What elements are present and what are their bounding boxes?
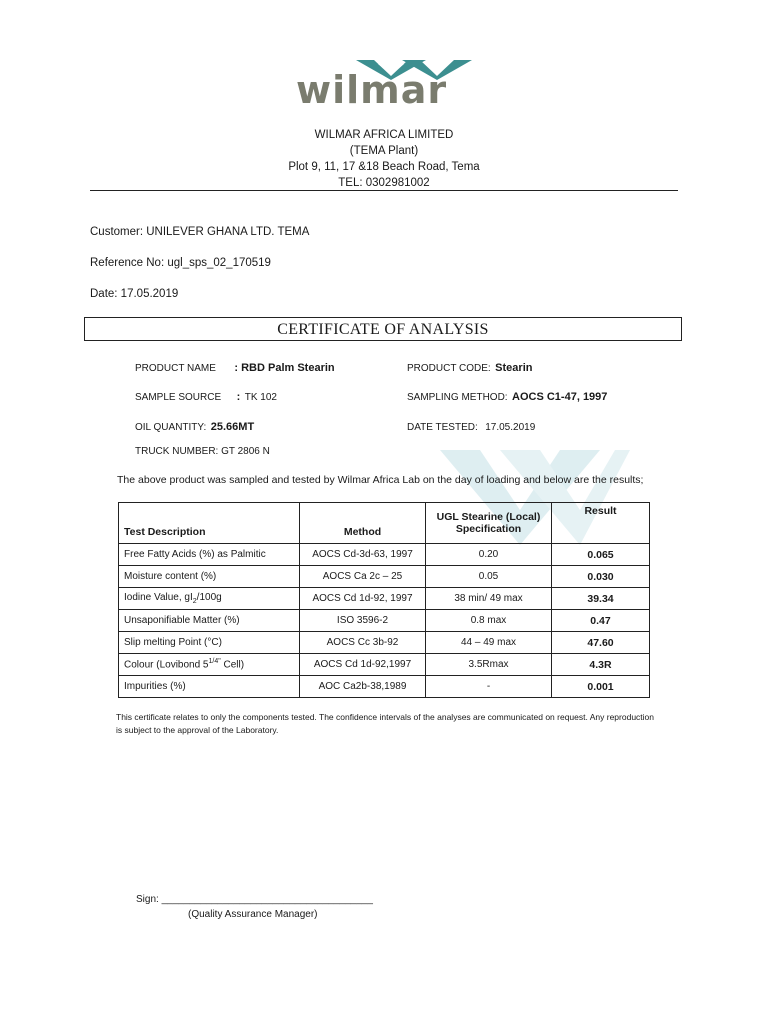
table-row xyxy=(119,610,650,632)
wilmar-logo xyxy=(296,58,476,112)
sample-source-label: SAMPLE SOURCE xyxy=(135,392,222,403)
row-description: Free Fatty Acids (%) as Palmitic xyxy=(119,544,300,566)
row-result: 0.001 xyxy=(552,676,650,698)
row-description-main: Colour (Lovibond 5 xyxy=(124,659,209,671)
product-name-value: : RBD Palm Stearin xyxy=(234,362,335,374)
row-description-sub: 2 xyxy=(192,598,197,605)
row-spec: 0.8 max xyxy=(426,610,552,632)
company-plant: (TEMA Plant) xyxy=(349,145,419,157)
row-method: AOCS Cd-3d-63, 1997 xyxy=(300,544,426,566)
signatory-title: (Quality Assurance Manager) xyxy=(188,909,318,920)
row-method: AOCS Ca 2c – 25 xyxy=(300,566,426,588)
logo-wordmark: wilmar xyxy=(296,68,448,112)
row-description: Impurities (%) xyxy=(119,676,300,698)
oil-quantity-label: OIL QUANTITY: xyxy=(135,422,207,433)
signature-line: Sign: ______________________________________ xyxy=(136,894,373,905)
sample-source-value: TK 102 xyxy=(244,392,277,403)
row-result: 0.030 xyxy=(552,566,650,588)
product-name-label: PRODUCT NAME xyxy=(135,363,216,374)
row-method: AOCS Cd 1d-92,1997 xyxy=(300,654,426,676)
row-description xyxy=(119,588,300,610)
results-table xyxy=(118,502,650,698)
product-code-field xyxy=(407,358,532,376)
row-result: 4.3R xyxy=(552,654,650,676)
table-row xyxy=(119,632,650,654)
row-result: 0.47 xyxy=(552,610,650,632)
company-address: Plot 9, 11, 17 &18 Beach Road, Tema xyxy=(288,161,480,173)
row-description: Unsaponifiable Matter (%) xyxy=(119,610,300,632)
truck-number: TRUCK NUMBER: GT 2806 N xyxy=(135,446,270,457)
row-spec: 38 min/ 49 max xyxy=(426,588,552,610)
row-description-sup: 1/4" xyxy=(208,658,221,666)
row-spec: 0.05 xyxy=(426,566,552,588)
row-description: Slip melting Point (°C) xyxy=(119,632,300,654)
oil-quantity-value: 25.66MT xyxy=(210,421,255,433)
row-spec: - xyxy=(426,676,552,698)
row-description-main: Iodine Value, gI xyxy=(124,592,193,603)
product-code-value: Stearin xyxy=(495,362,533,374)
date-line: Date: 17.05.2019 xyxy=(90,288,179,300)
header-specification xyxy=(426,503,552,544)
header-spec-line2: Specification xyxy=(455,523,522,535)
table-row xyxy=(119,654,650,676)
sampling-method-value: AOCS C1-47, 1997 xyxy=(512,391,608,403)
row-method: ISO 3596-2 xyxy=(300,610,426,632)
row-result: 47.60 xyxy=(552,632,650,654)
row-description-tail: /100g xyxy=(196,592,222,603)
row-method: AOC Ca2b-38,1989 xyxy=(300,676,426,698)
date-tested-value: 17.05.2019 xyxy=(485,422,536,433)
header-method: Method xyxy=(300,503,426,544)
table-row xyxy=(119,676,650,698)
table-row xyxy=(119,588,650,610)
disclaimer-text: This certificate relates to only the components tested. The confidence intervals of the analyses are communicated on request. Any reproduction is subject to the approval of the Laboratory. xyxy=(116,712,655,735)
table-row xyxy=(119,544,650,566)
row-spec: 3.5Rmax xyxy=(426,654,552,676)
reference-line: Reference No: ugl_sps_02_170519 xyxy=(90,257,271,269)
row-result: 39.34 xyxy=(552,588,650,610)
row-method: AOCS Cc 3b-92 xyxy=(300,632,426,654)
row-spec: 0.20 xyxy=(426,544,552,566)
sampling-method-label: SAMPLING METHOD: xyxy=(407,392,508,403)
table-header-row xyxy=(119,503,650,544)
header-spec-line1: UGL Stearine (Local) xyxy=(436,511,541,523)
company-tel: TEL: 0302981002 xyxy=(338,177,430,189)
row-description-tail: Cell) xyxy=(220,659,245,671)
oil-quantity-field xyxy=(135,417,254,435)
product-name-field xyxy=(135,358,335,376)
sample-source-field xyxy=(135,387,277,405)
header-test-description: Test Description xyxy=(119,503,300,544)
header-result: Result xyxy=(552,503,650,544)
sample-source-colon: : xyxy=(236,391,241,403)
row-spec: 44 – 49 max xyxy=(426,632,552,654)
product-code-label: PRODUCT CODE: xyxy=(407,363,491,374)
row-description xyxy=(119,654,300,676)
customer-line: Customer: UNILEVER GHANA LTD. TEMA xyxy=(90,226,310,238)
company-name: WILMAR AFRICA LIMITED xyxy=(314,129,454,141)
row-description: Moisture content (%) xyxy=(119,566,300,588)
table-row xyxy=(119,566,650,588)
sampling-method-field xyxy=(407,387,607,405)
row-result: 0.065 xyxy=(552,544,650,566)
date-tested-field xyxy=(407,417,535,435)
header-divider xyxy=(90,190,678,191)
results-intro: The above product was sampled and tested by Wilmar Africa Lab on the day of loading and below are the results; xyxy=(117,474,644,486)
certificate-title: CERTIFICATE OF ANALYSIS xyxy=(84,317,682,341)
row-method: AOCS Cd 1d-92, 1997 xyxy=(300,588,426,610)
date-tested-label: DATE TESTED: xyxy=(407,422,478,433)
